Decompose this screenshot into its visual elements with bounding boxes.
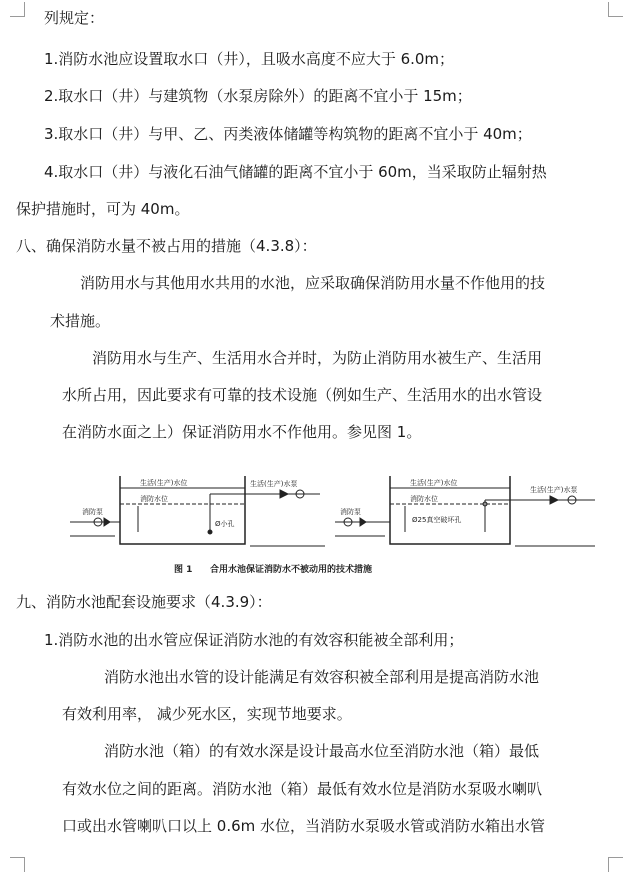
paragraph-line: 在消防水面之上）保证消防用水不作他用。参见图 1。 bbox=[62, 423, 422, 441]
figure-caption-text: 合用水池保证消防水不被动用的技术措施 bbox=[210, 565, 373, 575]
page-corner-mark bbox=[10, 857, 25, 872]
label-fire-level: 消防水位 bbox=[140, 495, 168, 503]
diagram-svg bbox=[60, 466, 600, 580]
paragraph-line: 保护措施时，可为 40m。 bbox=[16, 200, 190, 218]
label-siphon-break-hole: Ø25真空破坏孔 bbox=[412, 516, 462, 524]
list-item: 1.消防水池应设置取水口（井），且吸水高度不应大于 6.0m； bbox=[44, 50, 455, 68]
paragraph-line: 术措施。 bbox=[50, 312, 111, 330]
label-small-hole: Ø小孔 bbox=[215, 520, 235, 528]
label-fire-pump: 消防泵 bbox=[82, 508, 103, 516]
label-fire-pump: 消防泵 bbox=[340, 508, 361, 516]
page-corner-mark bbox=[608, 857, 623, 872]
page-corner-mark bbox=[10, 2, 25, 17]
paragraph-line: 有效水位之间的距离。消防水池（箱）最低有效水位是消防水泵吸水喇叭 bbox=[62, 780, 543, 798]
paragraph-line: 列规定： bbox=[44, 9, 105, 27]
label-fire-level: 消防水位 bbox=[410, 495, 438, 503]
paragraph-line: 有效利用率， 减少死水区，实现节地要求。 bbox=[62, 705, 352, 723]
figure-pool-diagram bbox=[60, 466, 600, 580]
figure-caption-number: 图 1 bbox=[174, 565, 193, 575]
paragraph-line: 消防水池出水管的设计能满足有效容积被全部利用是提高消防水池 bbox=[104, 668, 540, 686]
section-heading: 八、确保消防水量不被占用的措施（4.3.8）： bbox=[16, 237, 317, 255]
paragraph-line: 消防用水与生产、生活用水合并时，为防止消防用水被生产、生活用 bbox=[92, 349, 543, 367]
paragraph-line: 消防用水与其他用水共用的水池，应采取确保消防用水量不作他用的技 bbox=[80, 274, 546, 292]
list-item: 3.取水口（井）与甲、乙、丙类液体储罐等构筑物的距离不宜小于 40m； bbox=[44, 125, 532, 143]
paragraph-line: 口或出水管喇叭口以上 0.6m 水位，当消防水泵吸水管或消防水箱出水管 bbox=[62, 817, 546, 835]
list-item: 4.取水口（井）与液化石油气储罐的距离不宜小于 60m，当采取防止辐射热 bbox=[44, 163, 547, 181]
label-domestic-level: 生活(生产)水位 bbox=[410, 479, 458, 487]
label-domestic-level: 生活(生产)水位 bbox=[140, 479, 188, 487]
section-heading: 九、消防水池配套设施要求（4.3.9）： bbox=[16, 593, 272, 611]
paragraph-line: 消防水池（箱）的有效水深是设计最高水位至消防水池（箱）最低 bbox=[104, 742, 540, 760]
page-corner-mark bbox=[608, 2, 623, 17]
label-domestic-pump: 生活(生产)水泵 bbox=[530, 486, 578, 494]
list-item: 2.取水口（井）与建筑物（水泵房除外）的距离不宜小于 15m； bbox=[44, 87, 472, 105]
list-item: 1.消防水池的出水管应保证消防水池的有效容积能被全部利用； bbox=[44, 631, 464, 649]
paragraph-line: 水所占用，因此要求有可靠的技术设施（例如生产、生活用水的出水管设 bbox=[62, 386, 543, 404]
label-domestic-pump: 生活(生产)水泵 bbox=[250, 480, 298, 488]
